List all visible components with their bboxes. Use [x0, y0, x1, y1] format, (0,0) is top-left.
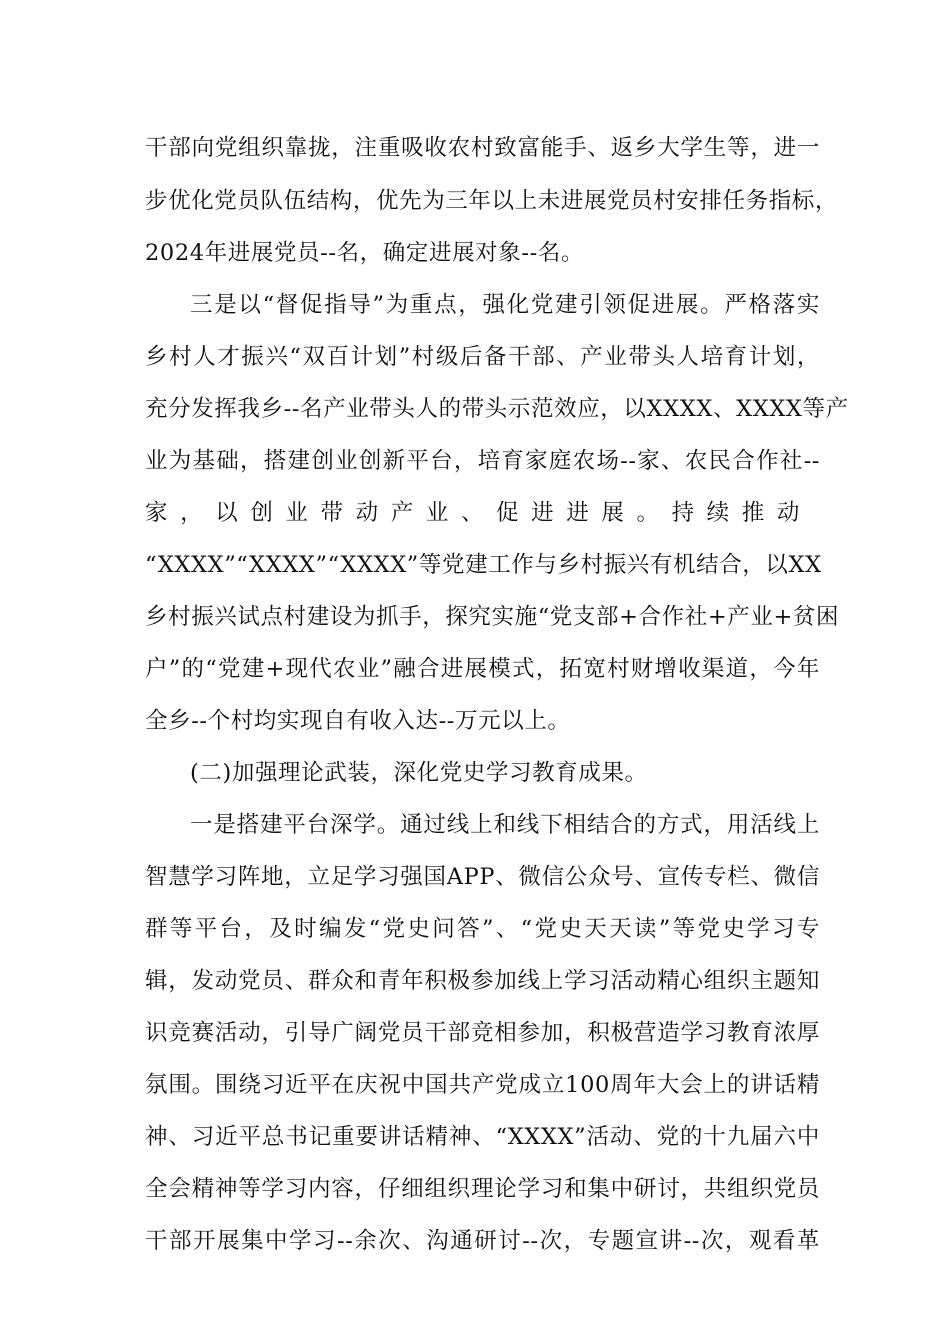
paragraph-first-line: 三是以“督促指导”为重点，强化党建引领促进展。严格落实 [190, 292, 820, 318]
body-line: 步优化党员队伍结构，优先为三年以上未进展党员村安排任务指标， [145, 188, 839, 214]
body-line: 干部向党组织靠拢，注重吸收农村致富能手、返乡大学生等，进一 [145, 135, 820, 161]
body-line: “XXXX”“XXXX”“XXXX”等党建工作与乡村振兴有机结合，以XX [145, 552, 822, 578]
body-line: 业为基础，搭建创业创新平台，培育家庭农场--家、农民合作社-- [145, 448, 820, 474]
body-line: 2024年进展党员--名，确定进展对象--名。 [145, 240, 584, 266]
body-line: 户”的“党建+现代农业”融合进展模式，拓宽村财增收渠道，今年 [145, 656, 820, 682]
section-heading: (二)加强理论武装，深化党史学习教育成果。 [190, 760, 648, 786]
body-line: 氛围。围绕习近平在庆祝中国共产党成立100周年大会上的讲话精 [145, 1072, 820, 1098]
body-line: 辑，发动党员、群众和青年积极参加线上学习活动精心组织主题知 [145, 968, 820, 994]
paragraph-first-line: 一是搭建平台深学。通过线上和线下相结合的方式，用活线上 [190, 812, 820, 838]
body-line: 群等平台，及时编发“党史问答”、“党史天天读”等党史学习专 [145, 916, 820, 942]
body-line: 全乡--个村均实现自有收入达--万元以上。 [145, 708, 571, 734]
body-line: 神、习近平总书记重要讲话精神、“XXXX”活动、党的十九届六中 [145, 1124, 820, 1150]
body-line: 干部开展集中学习--余次、沟通研讨--次，专题宣讲--次，观看革 [145, 1228, 820, 1254]
body-line: 家，以创业带动产业、促进进展。持续推动 [145, 500, 800, 526]
body-line: 乡村振兴试点村建设为抓手，探究实施“党支部+合作社+产业+贫困 [145, 604, 840, 630]
body-line: 乡村人才振兴“双百计划”村级后备干部、产业带头人培育计划， [145, 344, 820, 370]
body-line: 智慧学习阵地，立足学习强国APP、微信公众号、宣传专栏、微信 [145, 864, 820, 890]
body-line: 全会精神等学习内容，仔细组织理论学习和集中研讨，共组织党员 [145, 1176, 820, 1202]
body-line: 充分发挥我乡--名产业带头人的带头示范效应，以XXXX、XXXX等产 [145, 396, 849, 422]
body-line: 识竞赛活动，引导广阔党员干部竞相参加，积极营造学习教育浓厚 [145, 1020, 820, 1046]
